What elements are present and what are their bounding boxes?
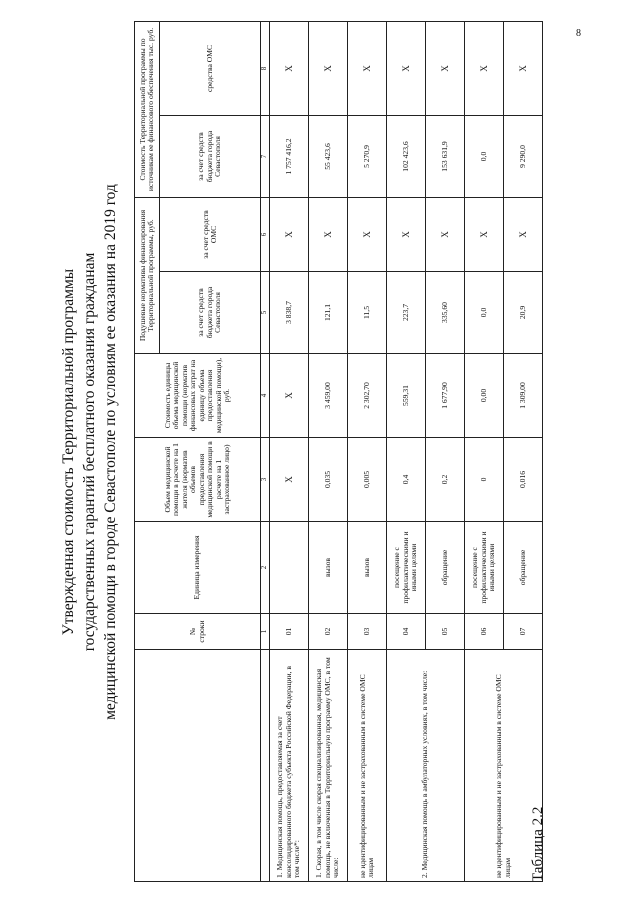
row-total-oms: Х [309,22,348,116]
row-label: не идентифицированным и не застрахованным в системе ОМС лицам [465,650,543,882]
column-number: 6 [261,198,270,272]
row-total-budget: 1 757 416,2 [270,116,309,198]
header-cost: Стоимость единицы объема медицинской помощи (норматив финансовых затрат на единицу объема предоставления медицинской помощи), руб. [135,354,261,438]
row-per-capita-oms: Х [309,198,348,272]
row-total-oms: Х [387,22,426,116]
column-number: 4 [261,354,270,438]
header-per-capita-oms: за счет средств ОМС [160,198,261,272]
row-per-capita-budget: 20,9 [504,272,543,354]
page-number: 8 [576,28,581,39]
row-per-capita-budget: 0,0 [465,272,504,354]
header-total: Стоимость Территориальной программы по источникам ее финансового обеспечения тыс. руб. [135,22,160,198]
row-cost: 559,31 [387,354,426,438]
row-volume: 0,4 [387,438,426,522]
row-unit: посещение с профилактическими и иными целями [387,522,426,614]
row-per-capita-oms: Х [504,198,543,272]
row-total-budget: 102 423,6 [387,116,426,198]
row-number: 02 [309,614,348,650]
column-number [261,650,270,882]
column-number: 2 [261,522,270,614]
row-total-budget: 153 631,9 [426,116,465,198]
table-row [387,22,426,882]
row-per-capita-oms: Х [465,198,504,272]
table-label: Таблица 2.2 [530,806,546,882]
row-cost: Х [270,354,309,438]
header-total-budget: за счет средств бюджета города Севастополя [160,116,261,198]
header-per-capita-budget: за счет средств бюджета города Севастополя [160,272,261,354]
row-per-capita-oms: Х [387,198,426,272]
row-number: 06 [465,614,504,650]
row-label: 2. Медицинская помощь в амбулаторных условиях, в том числе: [387,650,465,882]
column-number: 1 [261,614,270,650]
row-cost: 2 302,70 [348,354,387,438]
table-row [465,22,504,882]
row-cost: 1 309,00 [504,354,543,438]
column-number: 5 [261,272,270,354]
row-total-budget: 5 270,9 [348,116,387,198]
table-row [348,22,387,882]
row-per-capita-oms: Х [270,198,309,272]
row-number: 07 [504,614,543,650]
row-total-budget: 0,0 [465,116,504,198]
row-per-capita-budget: 3 838,7 [270,272,309,354]
title-line-1: Утвержденная стоимость Территориальной программы [60,268,77,636]
column-number: 3 [261,438,270,522]
table-row [270,22,309,882]
row-total-budget: 9 290,0 [504,116,543,198]
row-unit: вызов [309,522,348,614]
row-cost: 0,00 [465,354,504,438]
rotated-page-content [54,22,574,882]
row-label: не идентифицированным и не застрахованным в системе ОМС лицам [348,650,387,882]
header-unit: Единица измерения [135,522,261,614]
row-number: 05 [426,614,465,650]
header-total-oms: средства ОМС [160,22,261,116]
row-total-oms: Х [348,22,387,116]
row-cost: 3 459,00 [309,354,348,438]
row-unit: посещение с профилактическими и иными целями [465,522,504,614]
row-per-capita-budget: 223,7 [387,272,426,354]
row-per-capita-budget: 335,60 [426,272,465,354]
table-row [309,22,348,882]
row-volume: 0,035 [309,438,348,522]
header-row-number: № строки [135,614,261,650]
row-number: 03 [348,614,387,650]
row-unit [270,522,309,614]
column-number: 7 [261,116,270,198]
row-unit: обращение [504,522,543,614]
row-total-budget: 55 423,6 [309,116,348,198]
row-label: 1. Скорая, в том числе скорая специализированная, медицинская помощь, не включенная в Территориальную программу ОМС, в том числе: [309,650,348,882]
row-per-capita-budget: 11,5 [348,272,387,354]
row-total-oms: Х [426,22,465,116]
header-name [135,650,261,882]
row-volume: Х [270,438,309,522]
row-total-oms: Х [270,22,309,116]
header-per-capita: Подушевые нормативы финансирования Территориальной программы, руб. [135,198,160,354]
row-per-capita-budget: 121,1 [309,272,348,354]
row-unit: вызов [348,522,387,614]
table-title [58,22,121,882]
row-volume: 0,2 [426,438,465,522]
row-per-capita-oms: Х [348,198,387,272]
row-volume: 0,005 [348,438,387,522]
row-label: 1. Медицинская помощь, предоставляемая за счет консолидированного бюджета субъекта Российской Федерации, в том числе*: [270,650,309,882]
column-number-row [261,22,270,882]
row-per-capita-oms: Х [426,198,465,272]
row-number: 01 [270,614,309,650]
row-total-oms: Х [465,22,504,116]
title-line-2: государственных гарантий бесплатного оказания гражданам [81,252,98,652]
title-line-3: медицинской помощи в городе Севастополе по условиям ее оказания на 2019 год [102,184,119,720]
row-volume: 0,016 [504,438,543,522]
row-number: 04 [387,614,426,650]
cost-table [134,21,543,882]
header-volume: Объем медицинской помощи в расчете на 1 жителя (норматив объемов предоставления медицинской помощи в расчете на 1 застрахованное лицо) [135,438,261,522]
row-unit: обращение [426,522,465,614]
column-number: 8 [261,22,270,116]
row-total-oms: Х [504,22,543,116]
row-cost: 1 677,90 [426,354,465,438]
row-volume: 0 [465,438,504,522]
